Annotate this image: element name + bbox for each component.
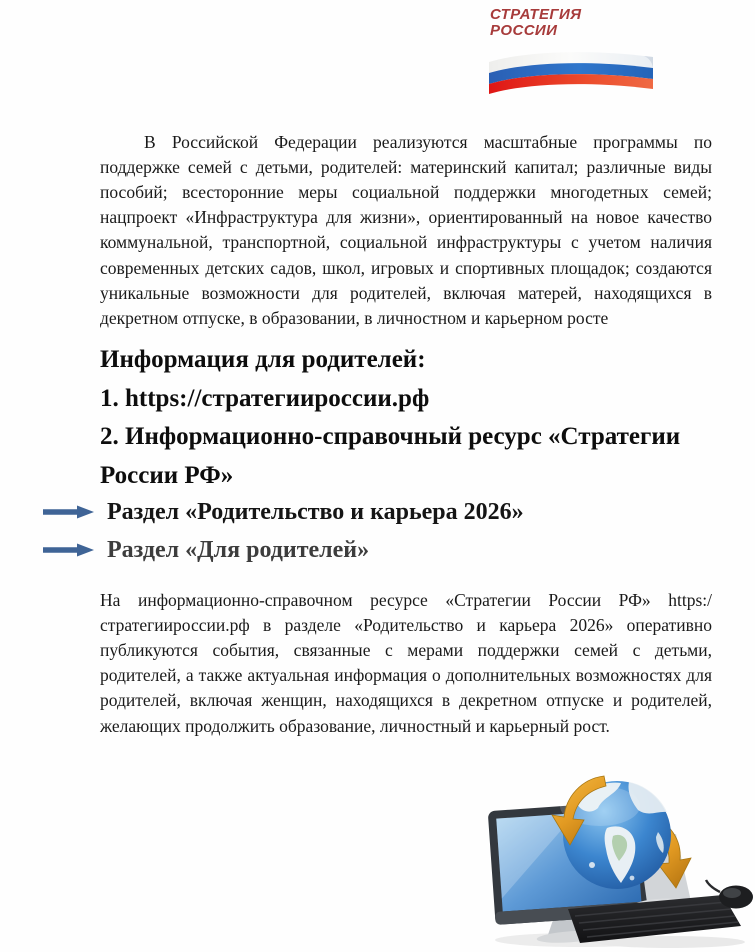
strategy-russia-logo	[490, 7, 582, 38]
description-paragraph: На информационно-справочном ресурсе «Стратегии России РФ» https:/стратегиироссии.рф в разделе «Родительство и карьера 2026» оперативно публикуются события, связанные с мерами поддержки семей с детьми, родителей, а также актуальная информация о дополнительных возможностях для родителей, включая женщин, находящихся в декретном отпуске и родителей, желающих продолжить образование, личностный и карьерный рост.	[100, 589, 712, 736]
section-bullet-2-label: Раздел «Для родителей»	[107, 536, 370, 563]
link-item-2: 2. Информационно-справочный ресурс «Стратегии России РФ»	[100, 423, 681, 489]
logo-line-1: СТРАТЕГИЯ	[490, 6, 582, 23]
section-bullet-1-label: Раздел «Родительство и карьера 2026»	[107, 498, 524, 525]
computer-with-globe-icon	[480, 770, 755, 952]
russian-flag-ribbon-icon	[486, 46, 656, 94]
right-arrow-icon	[42, 542, 94, 558]
section-bullet-2	[42, 535, 369, 565]
link-item-1: 1. https://стратегиироссии.рф	[100, 385, 430, 412]
intro-paragraph: В Российской Федерации реализуются масштабные программы по поддержке семей с детьми, родителей: материнский капитал; различные виды пособий; всесторонние меры социальной поддержки многодетных семей; нацпроект «Инфраструктура для жизни», ориентированный на новое качество коммунальной, транспортной, социальной инфраструктуры с учетом наличия современных детских садов, школ, игровых и спортивных площадок; создаются уникальные возможности для родителей, включая матерей, находящихся в декретном отпуске, в образовании, в личностном и карьерном росте	[100, 131, 712, 328]
info-heading: Информация для родителей:	[100, 346, 426, 373]
logo-line-2: РОССИИ	[490, 21, 558, 39]
right-arrow-icon	[42, 504, 94, 520]
section-bullet-1	[42, 497, 524, 527]
